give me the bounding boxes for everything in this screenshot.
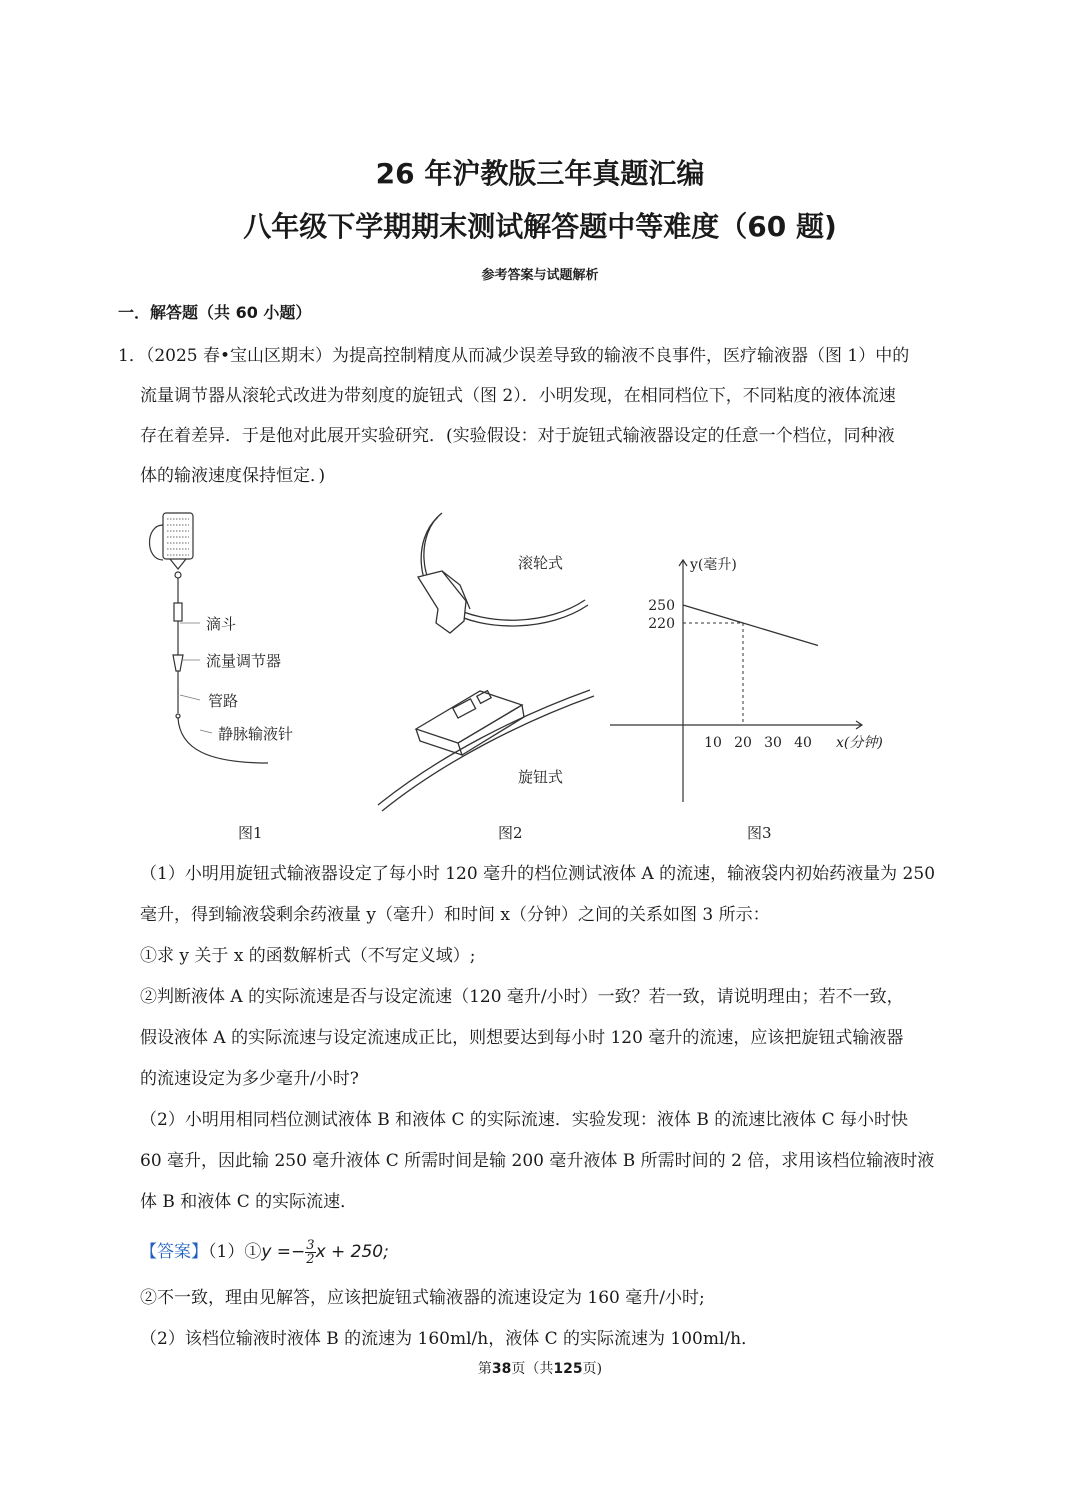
answer-tag: 【答案】 [140,1242,208,1262]
roller-clamp [418,571,466,633]
total-page-count: 125 [553,1361,583,1377]
figure-1-caption: 图1 [238,824,263,842]
x-tick-label-40: 40 [794,735,812,751]
y-tick-label-220: 220 [648,616,675,632]
current-page-number: 38 [491,1361,512,1377]
knob-regulator [416,691,522,743]
part1-line-2: 毫升，得到输液袋剩余药液量 y（毫升）和时间 x（分钟）之间的关系如图 3 所示： [140,905,770,925]
answer-line-1: 【答案】（1）①y =− $\frac{3}{2}$ x + 250; [140,1238,389,1267]
x-tick-label-20: 20 [734,735,752,751]
section-heading: 一．解答题（共 60 小题） [118,303,312,322]
answer-formula-rhs: x + 250; [315,1242,389,1262]
label-iv-needle: 静脉输液针 [218,725,294,743]
x-axis-label: x(分钟) [836,735,883,751]
label-roller-type: 滚轮式 [518,554,564,572]
figure-2-caption: 图2 [498,824,523,842]
y-axis-label: y(毫升) [690,557,737,573]
question-stem-line-4: 体的输液速度保持恒定．) [140,466,326,486]
iv-bag-hook [150,525,164,560]
document-subtitle: 八年级下学期期末测试解答题中等难度（60 题) [243,210,837,243]
question-number: 1． [118,346,146,366]
series-line [683,605,818,646]
y-tick-label-250: 250 [648,598,675,614]
figure-3-chart [610,557,883,802]
label-tubing: 管路 [208,692,239,710]
answer-line-3: （2）该档位输液时液体 B 的流速为 160ml/h，液体 C 的实际流速为 100ml/h． [140,1329,759,1349]
label-drip-chamber: 滴斗 [206,615,237,633]
x-tick-label-10: 10 [704,735,722,751]
drip-chamber [174,603,182,621]
part1-question-1: ①求 y 关于 x 的函数解析式（不写定义域）; [140,946,476,966]
label-knob-type: 旋钮式 [518,768,564,786]
x-tick-label-30: 30 [764,735,782,751]
part1-line-1: （1）小明用旋钮式输液器设定了每小时 120 毫升的档位测试液体 A 的流速，输液袋内初始药液量为 250 [140,864,936,884]
figures-row [120,505,900,845]
question-stem-line-1: 1．（2025 春•宝山区期末）为提高控制精度从而减少误差导致的输液不良事件，医疗输液器（图 1）中的 [118,346,910,366]
answer-line-2: ②不一致，理由见解答，应该把旋钮式输液器的流速设定为 160 毫升/小时; [140,1288,705,1308]
page-footer: 第38页（共125页) [477,1361,603,1377]
iv-bag [163,513,193,559]
part1-question-2-line-3: 的流速设定为多少毫升/小时? [140,1069,359,1089]
part2-line-1: （2）小明用相同档位测试液体 B 和液体 C 的实际流速．实验发现：液体 B 的流速比液体 C 每小时快 [140,1110,909,1130]
answer-analysis-heading: 参考答案与试题解析 [481,268,599,283]
tick-labels [648,598,812,751]
question-stem-line-3: 存在着差异．于是他对此展开实验研究．(实验假设：对于旋钮式输液器设定的任意一个档位，同种液 [140,426,895,446]
figure-3-caption: 图3 [747,824,772,842]
answer-formula-lhs: y =− [261,1242,306,1262]
document-title: 26 年沪教版三年真题汇编 [375,157,705,190]
question-stem-line-2: 流量调节器从滚轮式改进为带刻度的旋钮式（图 2）．小明发现，在相同档位下，不同粘度的液体流速 [140,386,896,406]
part2-line-3: 体 B 和液体 C 的实际流速． [140,1192,358,1212]
part1-question-2-line-2: 假设液体 A 的实际流速与设定流速成正比，则想要达到每小时 120 毫升的流速，应该把旋钮式输液器 [140,1028,904,1048]
flow-regulator [173,655,183,671]
part1-question-2-line-1: ②判断液体 A 的实际流速是否与设定流速（120 毫升/小时）一致？若一致，请说明理由；若不一致， [140,987,904,1007]
answer-formula-fraction: $\frac{3}{2}$ [306,1238,315,1267]
part2-line-2: 60 毫升，因此输 250 毫升液体 C 所需时间是输 200 毫升液体 B 所需时间的 2 倍，求用该档位输液时液 [140,1151,935,1171]
label-flow-regulator: 流量调节器 [206,652,282,670]
